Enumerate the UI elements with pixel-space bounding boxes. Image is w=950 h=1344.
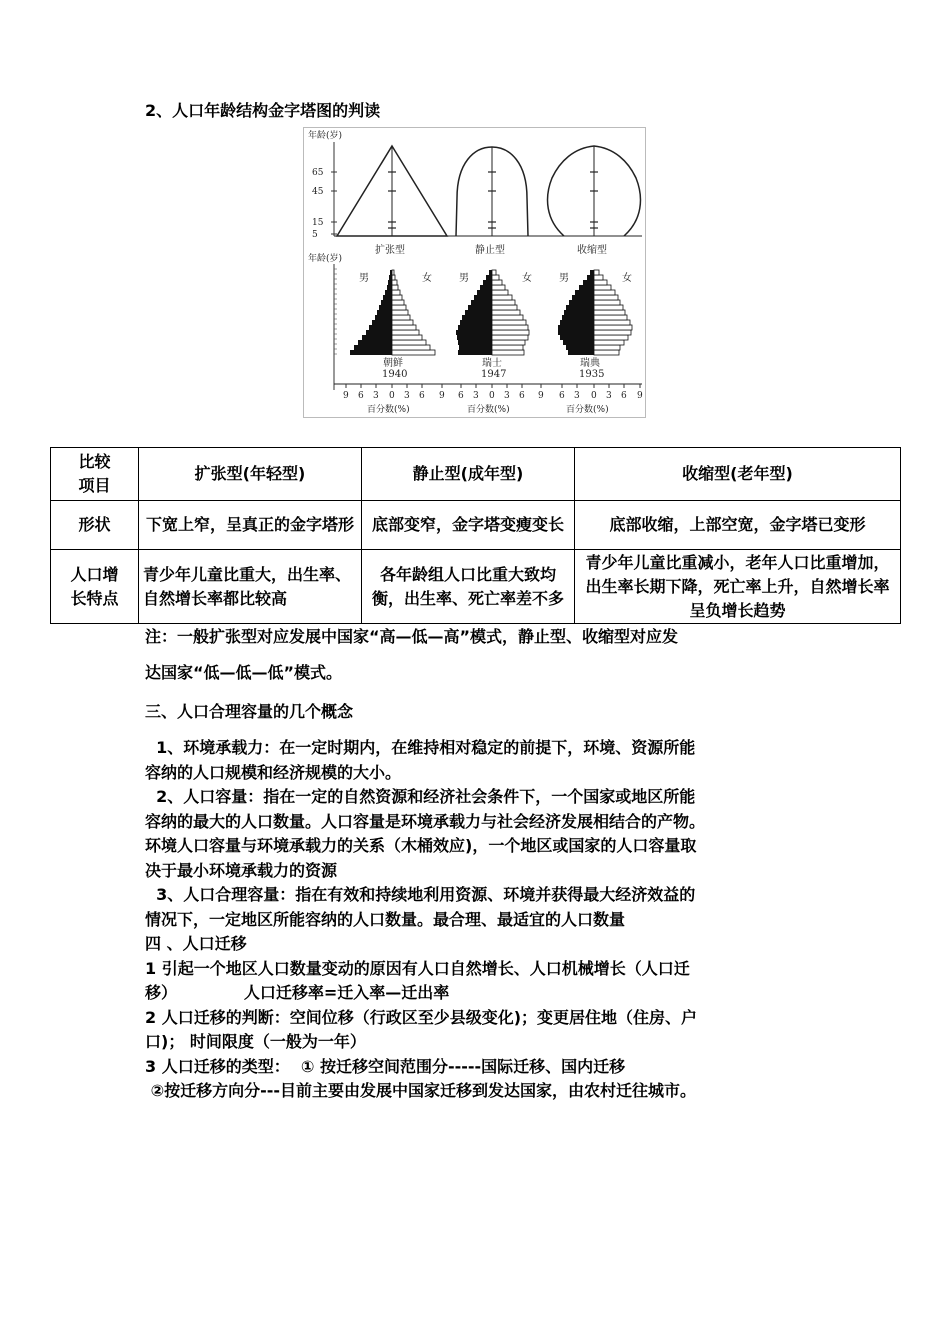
table-cell: 各年龄组人口比重大致均衡，出生率、死亡率差不多 xyxy=(362,550,575,624)
female-bar xyxy=(594,325,632,330)
female-bar xyxy=(594,270,599,275)
male-bar xyxy=(385,290,392,295)
top-tick-label: 5 xyxy=(312,230,318,240)
body-line: 情况下，一定地区所能容纳的人口数量。最合理、最适宜的人口数量 xyxy=(145,909,626,929)
female-bar xyxy=(392,290,400,295)
top-axis-ticks xyxy=(312,168,337,240)
male-bar xyxy=(375,315,392,320)
female-bar xyxy=(594,310,625,315)
body-line: 口)； 时间限度（一般为一年） xyxy=(145,1032,366,1051)
female-bar xyxy=(392,275,395,280)
table-header-cell: 比较 项目 xyxy=(51,448,139,501)
body-line: 3、人口合理容量：指在有效和持续地利用资源、环境并获得最大经济效益的 xyxy=(145,885,696,904)
x-axis-ticks xyxy=(343,384,643,401)
male-bar xyxy=(489,270,492,275)
female-bar xyxy=(594,275,603,280)
male-bar xyxy=(563,340,594,345)
male-bar xyxy=(366,330,392,335)
male-bar xyxy=(381,300,392,305)
table-row-shape xyxy=(51,501,901,550)
x-tick-label: 0 xyxy=(489,391,495,401)
body-line: 环境人口容量与环境承载力的关系（木桶效应)，一个地区或国家的人口容量取 xyxy=(145,836,697,855)
female-bar xyxy=(392,335,422,340)
x-tick-label: 6 xyxy=(458,391,464,401)
table-cell: 青少年儿童比重减小，老年人口比重增加，出生率长期下降，死亡率上升，自然增长率呈负增长趋势 xyxy=(575,550,901,624)
female-bar xyxy=(594,290,615,295)
female-bar xyxy=(594,320,630,325)
female-bar xyxy=(492,310,520,315)
male-bar xyxy=(456,330,492,335)
male-bar xyxy=(572,295,594,300)
table-header-cell: 静止型(成年型) xyxy=(362,448,575,501)
male-bar xyxy=(575,290,594,295)
female-bar xyxy=(392,330,419,335)
male-bar xyxy=(377,310,392,315)
female-bar xyxy=(594,330,631,335)
table-cell: 下宽上窄，呈真正的金字塔形 xyxy=(139,501,362,550)
male-bar xyxy=(372,320,392,325)
x-tick-label: 3 xyxy=(606,391,612,401)
section-title-capacity: 三、人口合理容量的几个概念 xyxy=(145,702,354,721)
female-bar xyxy=(594,350,619,355)
body-line: 决于最小环境承载力的资源 xyxy=(145,860,338,880)
x-tick-label: 9 xyxy=(637,391,643,401)
male-bar xyxy=(564,310,594,315)
male-bar xyxy=(379,305,392,310)
table-header-row xyxy=(51,448,901,501)
female-bar xyxy=(594,300,620,305)
country-name-3: 瑞典 xyxy=(580,358,600,369)
body-line: 1、环境承载力：在一定时期内，在维持相对稳定的前提下，环境、资源所能 xyxy=(145,738,696,757)
table-header-cell: 扩张型(年轻型) xyxy=(139,448,362,501)
female-bar xyxy=(492,345,523,350)
body-line: 移） 人口迁移率=迁入率—迁出率 xyxy=(145,983,450,1002)
female-bar xyxy=(392,310,408,315)
population-pyramid-figure xyxy=(303,127,646,418)
male-bar xyxy=(387,285,392,290)
male-bar xyxy=(458,325,492,330)
male-bar xyxy=(354,345,392,350)
x-tick-label: 3 xyxy=(404,391,410,401)
male-bar xyxy=(587,275,594,280)
male-bar xyxy=(468,305,492,310)
section-title-migration: 四 、人口迁移 xyxy=(145,934,247,953)
female-bar xyxy=(594,285,611,290)
female-bar xyxy=(392,350,435,355)
table-cell: 青少年儿童比重大，出生率、自然增长率都比较高 xyxy=(139,550,362,624)
female-bar xyxy=(594,340,624,345)
male-bar xyxy=(369,325,392,330)
x-tick-label: 3 xyxy=(373,391,379,401)
pyramid-svg xyxy=(304,128,645,417)
female-bar xyxy=(392,295,402,300)
x-tick-label: 9 xyxy=(538,391,544,401)
top-axis-label: 年龄(岁) xyxy=(308,131,343,141)
x-label-3: 百分数(%) xyxy=(566,405,609,415)
male-bar xyxy=(568,350,594,355)
country-name-2: 瑞士 xyxy=(482,358,502,369)
male-bar xyxy=(483,280,492,285)
x-tick-label: 3 xyxy=(574,391,580,401)
female-bar xyxy=(594,345,620,350)
male-bar xyxy=(583,280,594,285)
male-bar xyxy=(388,280,392,285)
female-bar xyxy=(492,335,528,340)
x-tick-label: 6 xyxy=(419,391,425,401)
pyramid-sweden xyxy=(558,270,632,355)
table-cell: 形状 xyxy=(51,501,139,550)
female-bar xyxy=(392,270,394,275)
male-bar xyxy=(560,320,594,325)
x-tick-label: 9 xyxy=(343,391,349,401)
male-bar xyxy=(462,315,492,320)
female-bar xyxy=(392,305,406,310)
female-bar xyxy=(492,330,529,335)
male-bar xyxy=(560,335,594,340)
body-line: 3 人口迁移的类型： ① 按迁移空间范围分-----国际迁移、国内迁移 xyxy=(145,1056,626,1076)
female-bar xyxy=(392,320,413,325)
table-row-growth xyxy=(51,550,901,624)
body-line: 容纳的人口规模和经济规模的大小。 xyxy=(145,762,402,782)
male-label-1: 男 xyxy=(359,273,369,284)
female-label-1: 女 xyxy=(422,273,432,284)
bottom-axis-label: 年龄(岁) xyxy=(308,254,343,264)
x-tick-label: 6 xyxy=(519,391,525,401)
top-tick-label: 65 xyxy=(312,168,324,178)
note-line-1: 注：一般扩张型对应发展中国家“高—低—高”模式，静止型、收缩型对应发 xyxy=(145,627,679,646)
male-bar xyxy=(558,330,594,335)
x-tick-label: 6 xyxy=(559,391,565,401)
female-bar xyxy=(492,275,499,280)
female-bar xyxy=(594,315,627,320)
body-text xyxy=(145,736,705,1104)
female-bar xyxy=(492,290,508,295)
type-label-constrictive: 收缩型 xyxy=(577,245,607,256)
female-bar xyxy=(594,305,623,310)
male-bar xyxy=(350,350,392,355)
x-tick-label: 6 xyxy=(621,391,627,401)
male-bar xyxy=(562,315,594,320)
x-tick-label: 9 xyxy=(439,391,445,401)
type-label-stationary: 静止型 xyxy=(475,245,505,256)
male-label-3: 男 xyxy=(559,273,569,284)
female-bar xyxy=(594,295,618,300)
male-bar xyxy=(566,345,594,350)
note-line-2: 达国家“低—低—低”模式。 xyxy=(145,663,343,682)
female-bar xyxy=(594,335,628,340)
male-bar xyxy=(477,290,492,295)
male-bar xyxy=(471,300,492,305)
country-year-3: 1935 xyxy=(579,369,605,380)
male-bar xyxy=(480,285,492,290)
female-bar xyxy=(492,350,524,355)
female-bar xyxy=(392,300,404,305)
top-tick-label: 15 xyxy=(312,218,324,228)
table-cell: 底部收缩，上部空宽，金字塔已变形 xyxy=(575,501,901,550)
female-bar xyxy=(492,305,517,310)
x-tick-label: 3 xyxy=(504,391,510,401)
male-bar xyxy=(457,335,492,340)
female-bar xyxy=(594,280,607,285)
male-bar xyxy=(566,305,594,310)
female-bar xyxy=(392,325,416,330)
country-year-2: 1947 xyxy=(481,369,507,380)
male-bar xyxy=(458,350,492,355)
body-line: 1 引起一个地区人口数量变动的原因有人口自然增长、人口机械增长（人口迁 xyxy=(145,958,690,978)
female-bar xyxy=(492,315,523,320)
female-bar xyxy=(492,295,512,300)
female-label-2: 女 xyxy=(522,273,532,284)
country-year-1: 1940 xyxy=(382,369,408,380)
male-bar xyxy=(558,325,594,330)
male-bar xyxy=(579,285,594,290)
body-line: 2 人口迁移的判断：空间位移（行政区至少县级变化)；变更居住地（住房、户 xyxy=(145,1007,698,1027)
female-bar xyxy=(392,345,430,350)
body-line: 2、人口容量：指在一定的自然资源和经济社会条件下，一个国家或地区所能 xyxy=(145,787,696,806)
female-bar xyxy=(492,320,526,325)
male-bar xyxy=(362,335,392,340)
x-tick-label: 3 xyxy=(473,391,479,401)
male-bar xyxy=(458,340,492,345)
female-bar xyxy=(392,280,397,285)
x-label-1: 百分数(%) xyxy=(367,405,410,415)
male-bar xyxy=(569,300,594,305)
female-bar xyxy=(492,270,496,275)
female-bar xyxy=(392,285,398,290)
table-cell: 人口增 长特点 xyxy=(51,550,139,624)
male-bar xyxy=(383,295,392,300)
table-header-cell: 收缩型(老年型) xyxy=(575,448,901,501)
female-bar xyxy=(492,325,528,330)
female-bar xyxy=(492,340,525,345)
male-bar xyxy=(590,270,594,275)
female-bar xyxy=(492,280,502,285)
female-bar xyxy=(392,315,410,320)
body-line: ②按迁移方向分---目前主要由发展中国家迁移到发达国家，由农村迁往城市。 xyxy=(145,1081,697,1100)
x-tick-label: 0 xyxy=(591,391,597,401)
top-tick-label: 45 xyxy=(312,187,324,197)
table-cell: 底部变窄，金字塔变瘦变长 xyxy=(362,501,575,550)
country-name-1: 朝鲜 xyxy=(383,358,403,369)
x-label-2: 百分数(%) xyxy=(467,405,510,415)
male-bar xyxy=(459,345,492,350)
comparison-table xyxy=(50,447,901,624)
female-bar xyxy=(492,285,505,290)
x-tick-label: 0 xyxy=(389,391,395,401)
body-line: 容纳的最大的人口数量。人口容量是环境承载力与社会经济发展相结合的产物。 xyxy=(145,811,706,831)
male-bar xyxy=(389,275,392,280)
male-label-2: 男 xyxy=(459,273,469,284)
male-bar xyxy=(460,320,492,325)
female-bar xyxy=(392,340,426,345)
type-label-expansive: 扩张型 xyxy=(375,245,405,256)
male-bar xyxy=(465,310,492,315)
female-bar xyxy=(492,300,515,305)
male-bar xyxy=(486,275,492,280)
section-title-pyramid: 2、人口年龄结构金字塔图的判读 xyxy=(145,101,381,120)
x-tick-label: 6 xyxy=(358,391,364,401)
male-bar xyxy=(358,340,392,345)
male-bar xyxy=(474,295,492,300)
female-label-3: 女 xyxy=(622,273,632,284)
